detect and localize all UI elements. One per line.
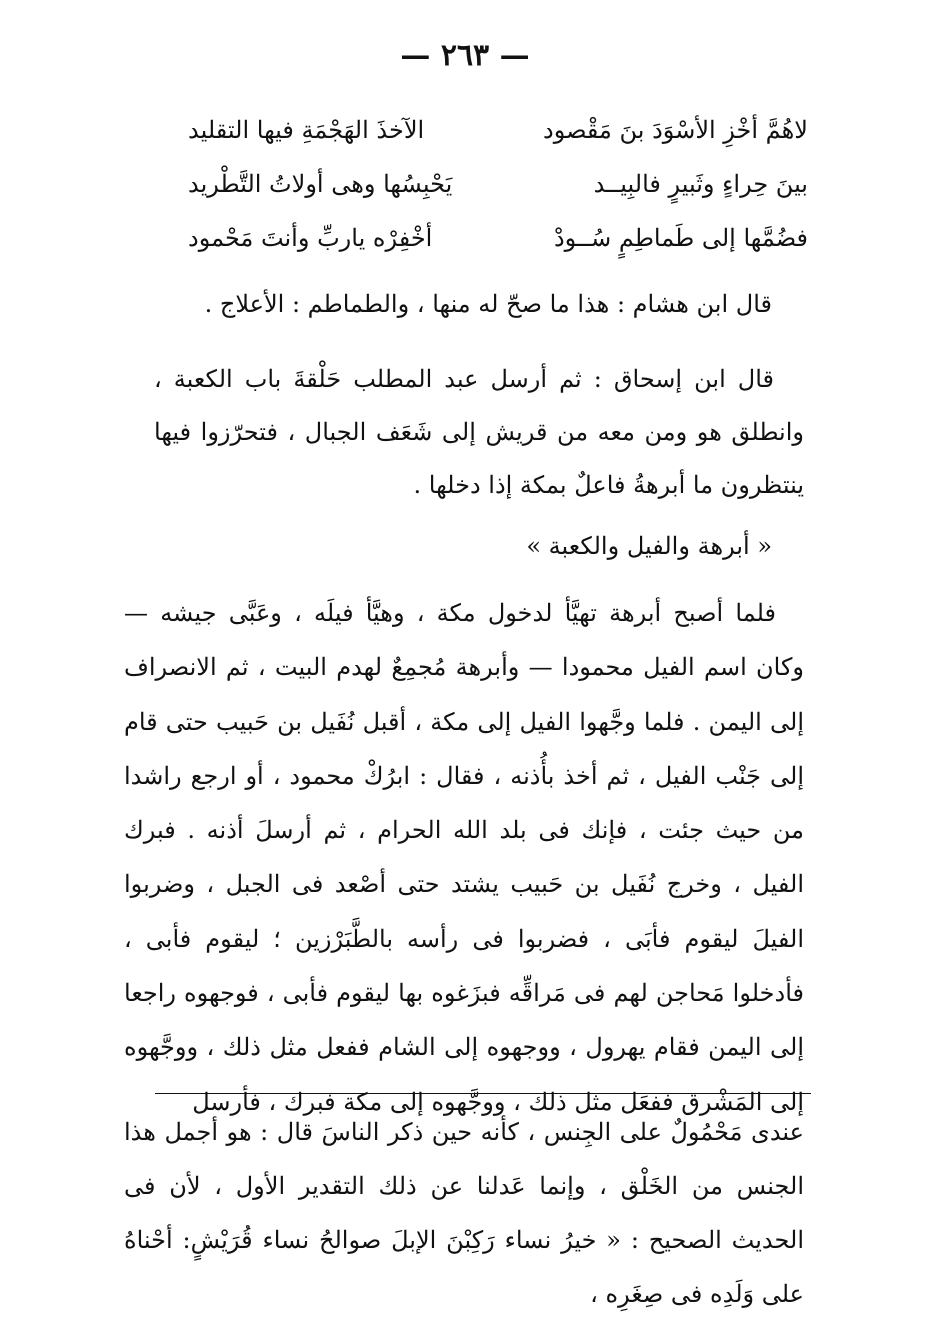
section-heading: « أبرهة والفيل والكعبة » [526,532,772,560]
verse-first-hemistich: بينَ حِراءٍ وثَبيرٍ فالبِيــد [593,170,808,198]
page-number: — ٢٦٣ — [400,38,530,73]
footnote-divider [155,1093,811,1094]
verse-second-hemistich: أخْفِرْه ياربِّ وأنتَ مَحْمود [188,224,433,252]
verse-first-hemistich: فضُمَّها إلى طَماطِمٍ سُــودْ [553,224,808,252]
poem-verse [188,162,808,216]
poem [188,108,808,270]
footnote-text: عندى مَحْمُولٌ على الجِنس ، كأنه حين ذكر الناسَ قال : هو أجمل هذا الجنس من الخَلْق ، وإنما عَدلنا عن ذلك التقدير الأول ، لأن فى الحديث الصحيح : « خيرُ نساء رَكِبْنَ الإبلَ صوالحُ نساء قُرَيْشٍ: أحْناهُ على وَلَدِه فى صِغَرِه ، [124,1118,804,1308]
verse-second-hemistich: الآخذَ الهَجْمَةِ فيها التقليد [188,116,425,144]
poem-verse [188,216,808,270]
poem-verse [188,108,808,162]
verse-second-hemistich: يَحْبِسُها وهى أولاتُ التَّطْريد [188,170,453,198]
ibn-hisham-note: قال ابن هشام : هذا ما صحّ له منها ، والطماطم : الأعلاج . [204,290,772,318]
ibn-ishaq-paragraph: قال ابن إسحاق : ثم أرسل عبد المطلب حَلْقةَ باب الكعبة ، وانطلق هو ومن معه من قريش إلى شَعَف الجبال ، فتحرّزوا فيها ينتظرون ما أبرهةُ فاعلٌ بمكة إذا دخلها . [154,365,804,499]
main-paragraph: فلما أصبح أبرهة تهيَّأ لدخول مكة ، وهيَّأ فيلَه ، وعَبَّى جيشه — وكان اسم الفيل محمودا — وأبرهة مُجمِعٌ لهدم البيت ، ثم الانصراف إلى اليمن . فلما وجَّهوا الفيل إلى مكة ، أقبل نُفَيل بن حَبيب حتى قام إلى جَنْب الفيل ، ثم أخذ بأُذنه ، فقال : ابرُكْ محمود ، أو ارجع راشدا من حيث جئت ، فإنك فى بلد الله الحرام ، ثم أرسلَ أذنه . فبرك الفيل ، وخرج نُفَيل بن حَبيب يشتد حتى أصْعد فى الجبل ، وضربوا الفيلَ ليقوم فأبَى ، فضربوا فى رأسه بالطَّبَرْزين ؛ ليقوم فأبى ، فأدخلوا مَحاجن لهم فى مَراقِّه فبزَغوه بها ليقوم فأبى ، فوجهوه راجعا إلى اليمن فقام يهرول ، ووجهوه إلى الشام ففعل مثل ذلك ، ووجَّهوه إلى المَشْرق ففعَل مثل ذلك ، ووجَّهوه إلى مكة فبرك ، فأرسل [124,599,805,1116]
verse-first-hemistich: لاهُمَّ أخْزِ الأسْوَدَ بنَ مَقْصود [543,116,808,144]
